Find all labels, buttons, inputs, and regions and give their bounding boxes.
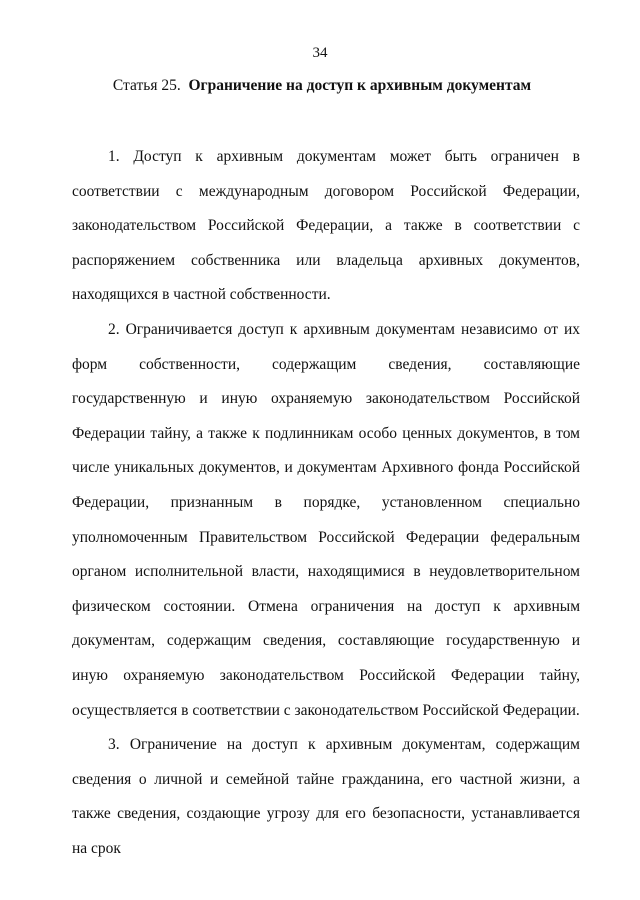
article-heading — [72, 76, 572, 96]
article-body — [72, 140, 580, 866]
article-label: Статья 25. — [112, 77, 181, 94]
paragraph-3: 3. Ограничение на доступ к архивным документам, содержащим сведения о личной и семейной тайне гражданина, его частной жизни, а также сведения, создающие угрозу для его безопасности, устанавливается на срок — [72, 736, 580, 857]
paragraph-1: 1. Доступ к архивным документам может быть ограничен в соответствии с международным договором Российской Федерации, законодательством Российской Федерации, а также в соответствии с распоряжением собственника или владельца архивных документов, находящихся в частной собственности. — [72, 148, 580, 304]
paragraph-2: 2. Ограничивается доступ к архивным документам независимо от их форм собственности, содержащим сведения, составляющие государственную и иную охраняемую законодательством Российской Федерации тайну, а также к подлинникам особо ценных документов, в том числе уникальных документов, и документам Архивного фонда Российской Федерации, признанным в порядке, установленном специально уполномоченным Правительством Российской Федерации федеральным органом исполнительной власти, находящимися в неудовлетворительном физическом состоянии. Отмена ограничения на доступ к архивным документам, содержащим сведения, составляющие государственную и иную охраняемую законодательством Российской Федерации тайну, осуществляется в соответствии с законодательством Российской Федерации. — [72, 320, 580, 719]
article-title: Ограничение на доступ к архивным документам — [188, 77, 532, 94]
page-number: 34 — [312, 45, 328, 61]
